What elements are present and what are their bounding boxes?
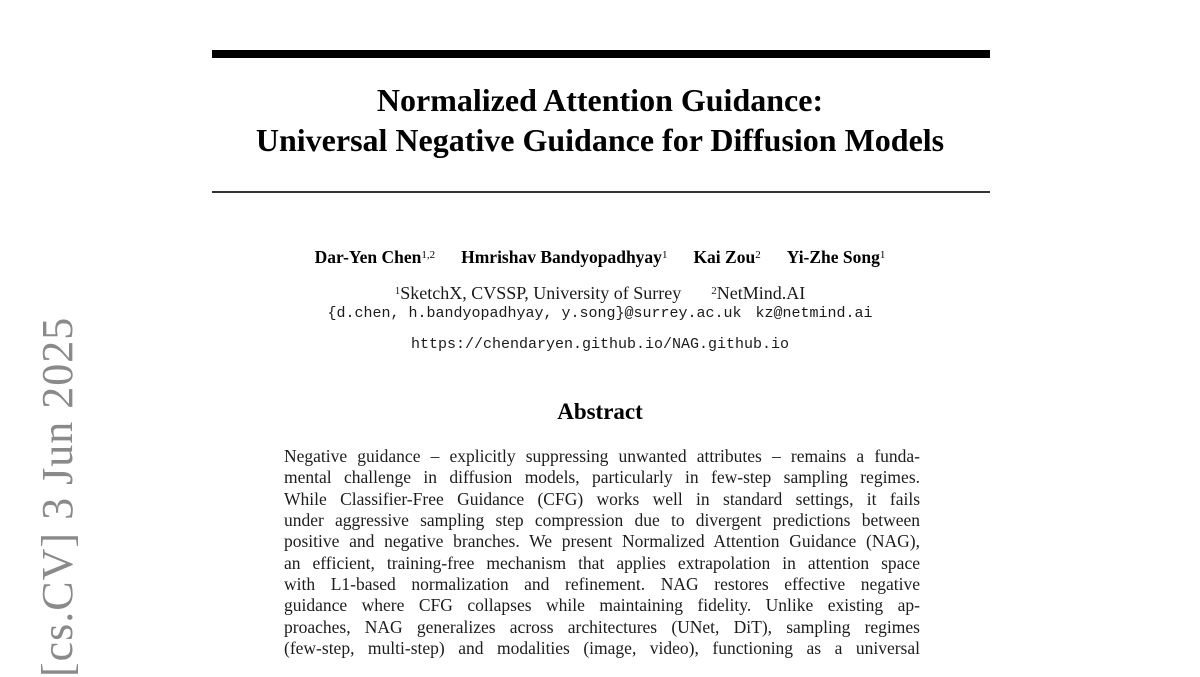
abstract-line-4: under aggressive sampling step compression due to divergent predictions between <box>284 510 920 531</box>
author-4 <box>787 247 886 267</box>
author-4-affil-sup: 1 <box>879 248 886 261</box>
title-line-1: Normalized Attention Guidance: <box>376 82 824 118</box>
title-line-2: Universal Negative Guidance for Diffusion Models <box>255 122 945 158</box>
paper-url-link[interactable]: https://chendaryen.github.io/NAG.github.io <box>410 336 790 353</box>
email-netmind: kz@netmind.ai <box>755 305 873 322</box>
abstract-line-6: an efficient, training-free mechanism that applies extrapolation in attention space <box>284 552 920 573</box>
abstract-body <box>284 446 920 659</box>
affiliation-1-text: SketchX, CVSSP, University of Surrey <box>400 283 682 303</box>
affiliation-2-sup: 2 <box>711 284 717 297</box>
abstract-line-2: mental challenge in diffusion models, particularly in few-step sampling regimes. <box>284 467 920 488</box>
affiliation-2 <box>711 283 805 303</box>
abstract-line-5: positive and negative branches. We present Normalized Attention Guidance (NAG), <box>284 531 920 552</box>
author-2-name: Hmrishav Bandyopadhyay <box>461 247 662 267</box>
author-3 <box>693 247 760 267</box>
author-2-affil-sup: 1 <box>661 248 668 261</box>
author-list <box>0 246 1200 271</box>
abstract-line-1: Negative guidance – explicitly suppressing unwanted attributes – remains a funda- <box>284 446 920 466</box>
affiliation-1 <box>395 283 682 303</box>
abstract-line-9: proaches, NAG generalizes across architectures (UNet, DiT), sampling regimes <box>284 616 920 637</box>
abstract-line-7: with L1-based normalization and refinement. NAG restores effective negative <box>284 574 920 595</box>
abstract-heading: Abstract <box>557 399 643 424</box>
email-surrey: {d.chen, h.bandyopadhyay, y.song}@surrey.ac.uk <box>327 305 742 322</box>
affiliation-2-text: NetMind.AI <box>716 283 806 303</box>
author-1 <box>315 247 436 267</box>
title-separator-rule <box>212 191 990 193</box>
email-line <box>0 304 1200 323</box>
author-1-name: Dar-Yen Chen <box>314 247 422 267</box>
abstract-line-3: While Classifier-Free Guidance (CFG) works well in standard settings, it fails <box>284 488 920 509</box>
author-4-name: Yi-Zhe Song <box>786 247 880 267</box>
abstract-line-8: guidance where CFG collapses while maintaining fidelity. Unlike existing ap- <box>284 595 920 616</box>
affiliation-1-sup: 1 <box>394 284 401 297</box>
author-3-name: Kai Zou <box>693 247 756 267</box>
paper-title <box>0 80 1200 160</box>
author-3-affil-sup: 2 <box>755 248 761 261</box>
arxiv-stamp: [cs.CV] 3 Jun 2025 <box>33 316 82 677</box>
top-rule <box>212 50 990 58</box>
abstract-line-10: (few-step, multi-step) and modalities (image, video), functioning as a universal <box>284 638 920 659</box>
author-1-affil-sup: 1,2 <box>421 248 436 261</box>
author-2 <box>461 247 667 267</box>
